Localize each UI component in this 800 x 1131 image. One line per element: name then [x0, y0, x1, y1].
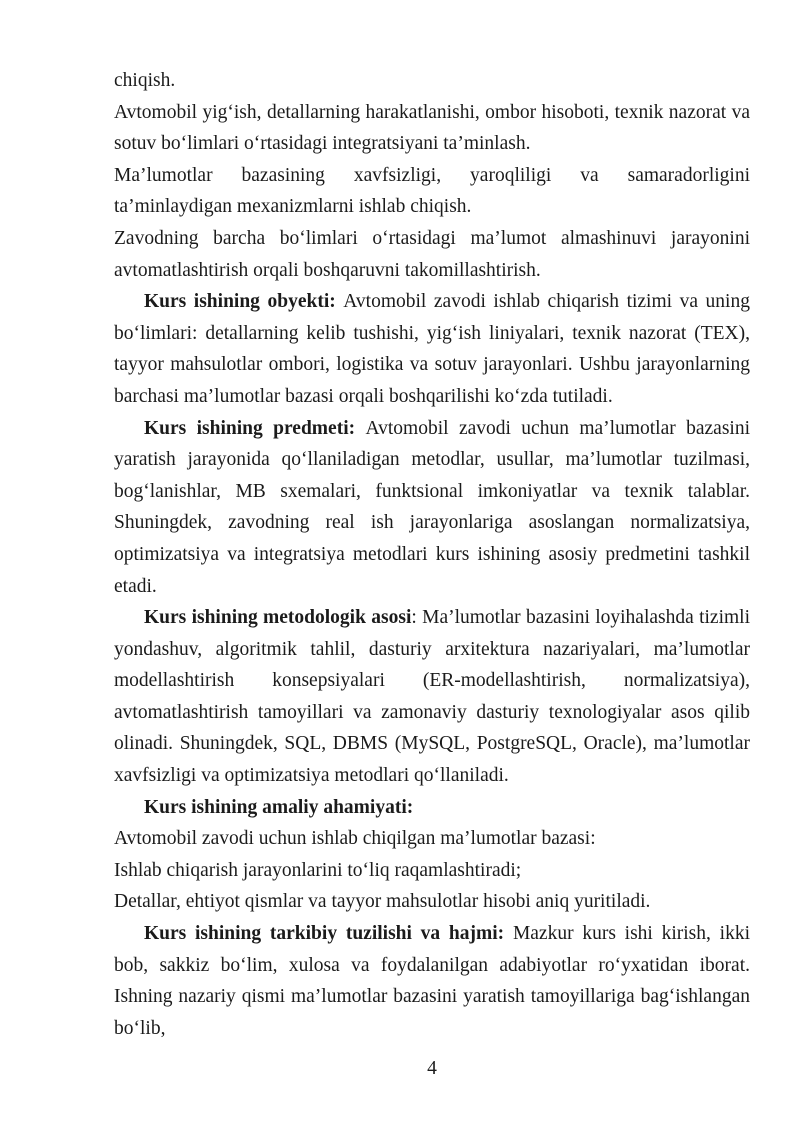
- text-run: chiqish.: [114, 70, 176, 91]
- text-run: : Ma’lumotlar bazasini loyihalashda tizimli yondashuv, algoritmik tahlil, dasturiy arxitektura nazariyalari, ma’lumotlar modellashtirish konsepsiyalari (ER-modellashtirish, normalizatsiya), avtomatlashtirish tamoyillari va zamonaviy dasturiy texnologiyalar asos qilib olinadi. Shuningdek, SQL, DBMS (MySQL, PostgreSQL, Oracle), ma’lumotlar xavfsizligi va optimizatsiya metodlari qo‘llaniladi.: [114, 607, 750, 787]
- page-footer: [114, 1053, 750, 1085]
- text-run: Kurs ishining metodologik asosi: [144, 607, 412, 629]
- text-run: Avtomobil zavodi ishlab chiqarish tizimi va uning bo‘limlari: detallarning kelib tushishi, yig‘ish liniyalari, texnik nazorat (TEX), tayyor mahsulotlar ombori, logistika va sotuv jarayonlari. Ushbu jarayonlarning barchasi ma’lumotlar bazasi orqali boshqarilishi ko‘zda tutiladi.: [114, 291, 750, 407]
- text-run: Avtomobil yig‘ish, detallarning harakatlanishi, ombor hisoboti, texnik nazorat va sotuv bo‘limlari o‘rtasidagi integratsiyani ta’minlash.: [114, 101, 750, 155]
- text-run: Kurs ishining predmeti:: [144, 417, 366, 439]
- document-body: [114, 65, 750, 1044]
- paragraph: [114, 855, 750, 887]
- paragraph: [114, 413, 750, 603]
- paragraph: [114, 223, 750, 286]
- text-run: Kurs ishining amaliy ahamiyati:: [144, 796, 414, 818]
- text-run: Ma’lumotlar bazasining xavfsizligi, yaroqliligi va samaradorligini ta’minlaydigan mexanizmlarni ishlab chiqish.: [114, 164, 750, 218]
- paragraph: [114, 286, 750, 412]
- paragraph: [114, 160, 750, 223]
- paragraph: [114, 918, 750, 1044]
- text-run: Kurs ishining tarkibiy tuzilishi va hajmi:: [144, 923, 513, 945]
- text-run: Ishlab chiqarish jarayonlarini to‘liq raqamlashtiradi;: [114, 859, 522, 881]
- page-number: 4: [427, 1058, 437, 1079]
- text-run: Detallar, ehtiyot qismlar va tayyor mahsulotlar hisobi aniq yuritiladi.: [114, 891, 651, 913]
- text-run: Avtomobil zavodi uchun ishlab chiqilgan ma’lumotlar bazasi:: [114, 828, 596, 850]
- paragraph: [114, 792, 750, 824]
- paragraph: [114, 97, 750, 160]
- paragraph: [114, 65, 750, 97]
- text-run: Mazkur kurs ishi kirish, ikki bob, sakkiz bo‘lim, xulosa va foydalanilgan adabiyotlar ro‘yxatidan iborat. Ishning nazariy qismi ma’lumotlar bazasini yaratish tamoyillariga bag‘ishlangan bo‘lib,: [114, 923, 750, 1039]
- text-run: Zavodning barcha bo‘limlari o‘rtasidagi ma’lumot almashinuvi jarayonini avtomatlashtirish orqali boshqaruvni takomillashtirish.: [114, 227, 750, 281]
- paragraph: [114, 823, 750, 855]
- paragraph: [114, 602, 750, 792]
- paragraph: [114, 886, 750, 918]
- text-run: Kurs ishining obyekti:: [144, 291, 344, 313]
- text-run: Avtomobil zavodi uchun ma’lumotlar bazasini yaratish jarayonida qo‘llaniladigan metodlar, usullar, ma’lumotlar tuzilmasi, bog‘lanishlar, MB sxemalari, funktsional imkoniyatlar va texnik talablar. Shuningdek, zavodning real ish jarayonlariga asoslangan normalizatsiya, optimizatsiya va integratsiya metodlari kurs ishining asosiy predmetini tashkil etadi.: [114, 417, 750, 597]
